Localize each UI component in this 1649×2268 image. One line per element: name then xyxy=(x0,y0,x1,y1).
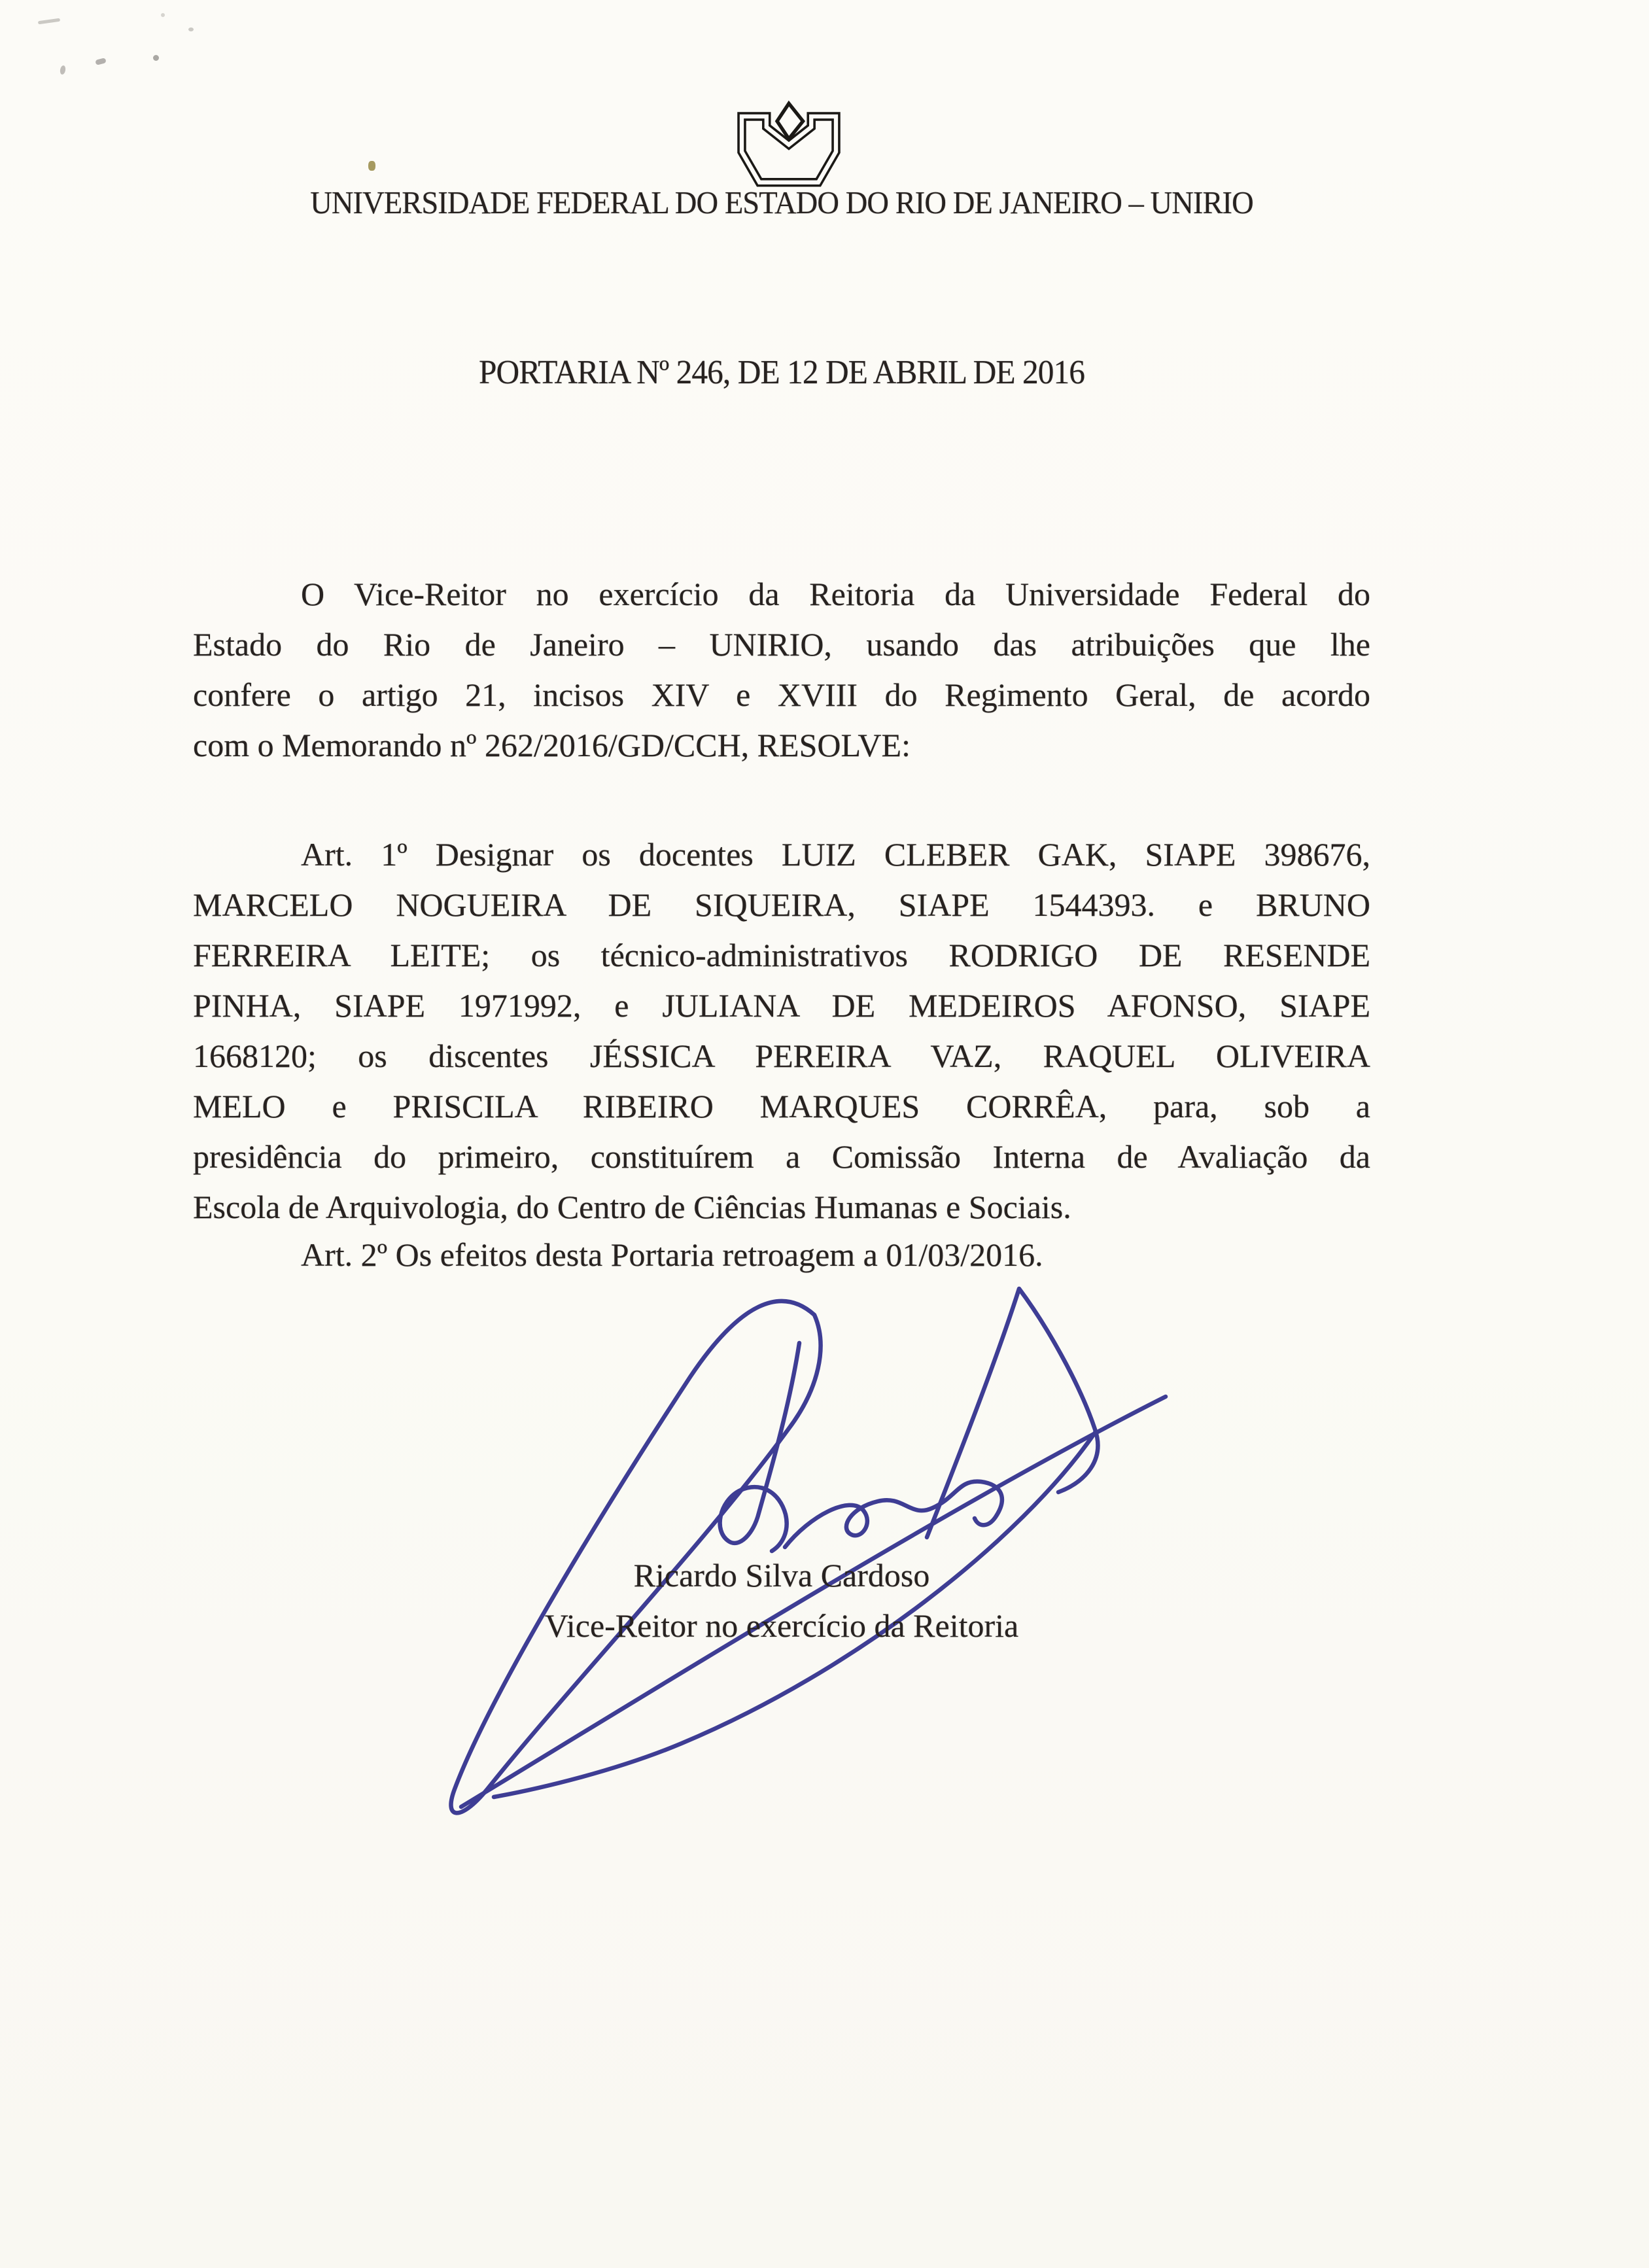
document-title: PORTARIA Nº 246, DE 12 DE ABRIL DE 2016 xyxy=(479,354,1085,391)
preamble-paragraph xyxy=(193,569,1370,771)
text-line: presidência do primeiro, constituírem a Comissão Interna de Avaliação da xyxy=(193,1138,1370,1175)
text-line: O Vice-Reitor no exercício da Reitoria da Universidade Federal do xyxy=(301,576,1370,612)
pencil-mark xyxy=(95,58,107,65)
text-line: Art. 2º Os efeitos desta Portaria retroagem a 01/03/2016. xyxy=(301,1236,1043,1273)
signature-block xyxy=(193,1550,1370,1651)
pencil-mark xyxy=(161,13,165,17)
text-line: Escola de Arquivologia, do Centro de Ciências Humanas e Sociais. xyxy=(193,1189,1071,1225)
text-line: PINHA, SIAPE 1971992, e JULIANA DE MEDEIROS AFONSO, SIAPE xyxy=(193,987,1370,1024)
handwritten-signature xyxy=(432,1266,1177,1828)
unirio-logo-icon xyxy=(730,93,848,193)
text-line: MARCELO NOGUEIRA DE SIQUEIRA, SIAPE 1544393. e BRUNO xyxy=(193,886,1370,923)
pencil-mark xyxy=(153,55,159,61)
text-line: com o Memorando nº 262/2016/GD/CCH, RESOLVE: xyxy=(193,727,911,763)
signatory-role: Vice-Reitor no exercício da Reitoria xyxy=(544,1607,1019,1644)
pencil-mark xyxy=(188,27,194,31)
pencil-mark xyxy=(60,65,66,75)
article-1-paragraph xyxy=(193,829,1370,1232)
paper-speck xyxy=(368,161,375,171)
text-line: Art. 1º Designar os docentes LUIZ CLEBER GAK, SIAPE 398676, xyxy=(301,836,1370,873)
text-line: 1668120; os discentes JÉSSICA PEREIRA VAZ, RAQUEL OLIVEIRA xyxy=(193,1038,1370,1074)
text-line: FERREIRA LEITE; os técnico-administrativos RODRIGO DE RESENDE xyxy=(193,937,1370,973)
text-line: confere o artigo 21, incisos XIV e XVIII do Regimento Geral, de acordo xyxy=(193,676,1370,713)
text-line: Estado do Rio de Janeiro – UNIRIO, usando das atribuições que lhe xyxy=(193,626,1370,663)
text-line: MELO e PRISCILA RIBEIRO MARQUES CORRÊA, para, sob a xyxy=(193,1088,1370,1125)
pencil-mark xyxy=(38,18,60,25)
signatory-name: Ricardo Silva Cardoso xyxy=(633,1557,930,1594)
institution-name: UNIVERSIDADE FEDERAL DO ESTADO DO RIO DE JANEIRO – UNIRIO xyxy=(310,184,1253,220)
